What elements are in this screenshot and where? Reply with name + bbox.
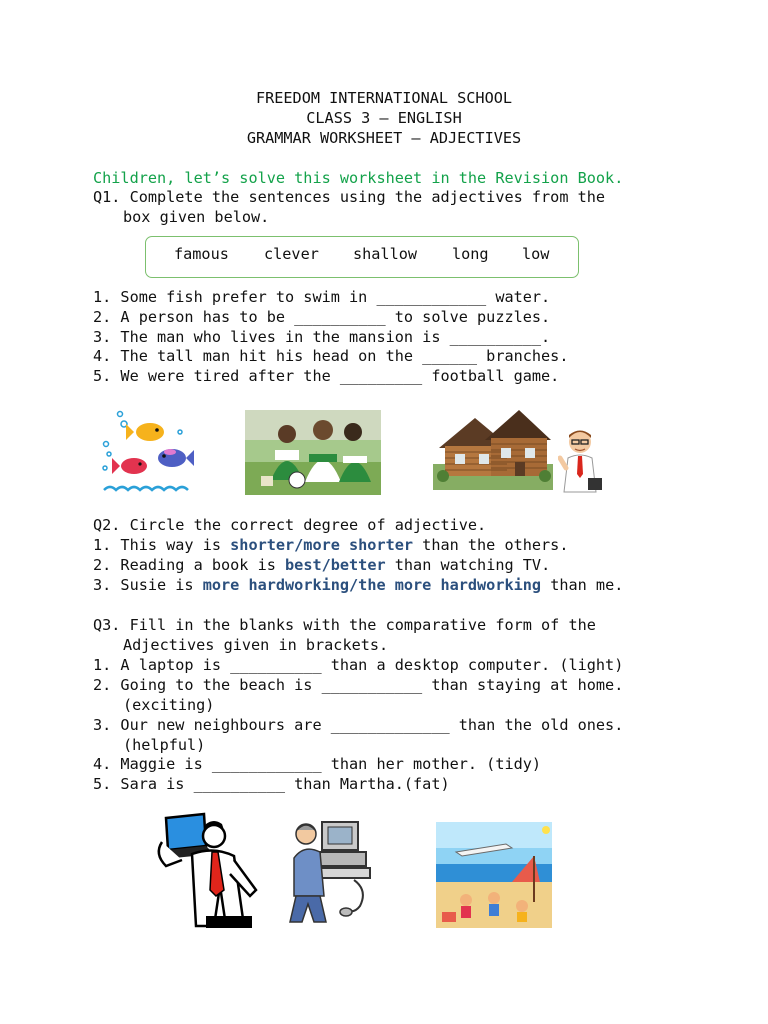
- q1-sentence-1: 1. Some fish prefer to swim in ____________ water.: [93, 288, 551, 306]
- q3-title-cont: Adjectives given in brackets.: [123, 636, 389, 654]
- school-name: FREEDOM INTERNATIONAL SCHOOL: [255, 89, 513, 107]
- q1-title-cont: box given below.: [123, 208, 270, 226]
- q1-title: Q1. Complete the sentences using the adjectives from the: [93, 188, 606, 206]
- q3-line-2-hint: (exciting): [123, 696, 215, 714]
- q2-item-2-options: best/better: [285, 556, 386, 574]
- q2-item-3: [93, 575, 623, 595]
- worksheet-title: GRAMMAR WORKSHEET – ADJECTIVES: [246, 129, 522, 147]
- man-with-laptop-cartoon: [152, 812, 264, 930]
- word-box: [145, 236, 579, 278]
- q3-line-4: 4. Maggie is ____________ than her mother. (tidy): [93, 755, 542, 773]
- beach-illustration: [436, 822, 552, 928]
- q2-title: Q2. Circle the correct degree of adjective.: [93, 516, 487, 534]
- q2-item-3-stem: 3. Susie is: [93, 576, 203, 594]
- q3-line-3-hint: (helpful): [123, 736, 206, 754]
- q3-line-2: 2. Going to the beach is ___________ than staying at home.: [93, 676, 624, 694]
- log-mansion-photo: [433, 404, 553, 490]
- q2-item-2-end: than watching TV.: [385, 556, 551, 574]
- intro-instruction: Children, let’s solve this worksheet in the Revision Book.: [93, 169, 624, 187]
- word-low: low: [522, 245, 550, 263]
- fish-illustration: [100, 410, 198, 498]
- q2-item-2: [93, 555, 550, 575]
- q1-sentence-2: 2. A person has to be __________ to solve puzzles.: [93, 308, 551, 326]
- word-long: long: [452, 245, 489, 263]
- q2-item-1: [93, 535, 568, 555]
- q2-item-3-options: more hardworking/the more hardworking: [202, 576, 542, 594]
- q2-item-3-end: than me.: [541, 576, 624, 594]
- q1-sentence-4: 4. The tall man hit his head on the ______ branches.: [93, 347, 569, 365]
- children-football-photo: [245, 410, 381, 495]
- q3-line-5: 5. Sara is __________ than Martha.(fat): [93, 775, 450, 793]
- q3-line-3: 3. Our new neighbours are _____________ than the old ones.: [93, 716, 624, 734]
- q3-line-1: 1. A laptop is __________ than a desktop computer. (light): [93, 656, 624, 674]
- q3-title: Q3. Fill in the blanks with the comparative form of the: [93, 616, 596, 634]
- word-famous: famous: [174, 245, 229, 263]
- class-line: CLASS 3 – ENGLISH: [306, 109, 462, 127]
- clever-man-cartoon: [558, 428, 604, 496]
- man-carrying-computer-cartoon: [284, 818, 380, 928]
- q1-sentence-3: 3. The man who lives in the mansion is __________.: [93, 328, 551, 346]
- q2-item-1-options: shorter/more shorter: [230, 536, 414, 554]
- q2-item-1-stem: 1. This way is: [93, 536, 231, 554]
- q2-item-1-end: than the others.: [413, 536, 569, 554]
- q2-item-2-stem: 2. Reading a book is: [93, 556, 286, 574]
- q1-sentence-5: 5. We were tired after the _________ football game.: [93, 367, 560, 385]
- word-shallow: shallow: [353, 245, 418, 263]
- word-clever: clever: [264, 245, 319, 263]
